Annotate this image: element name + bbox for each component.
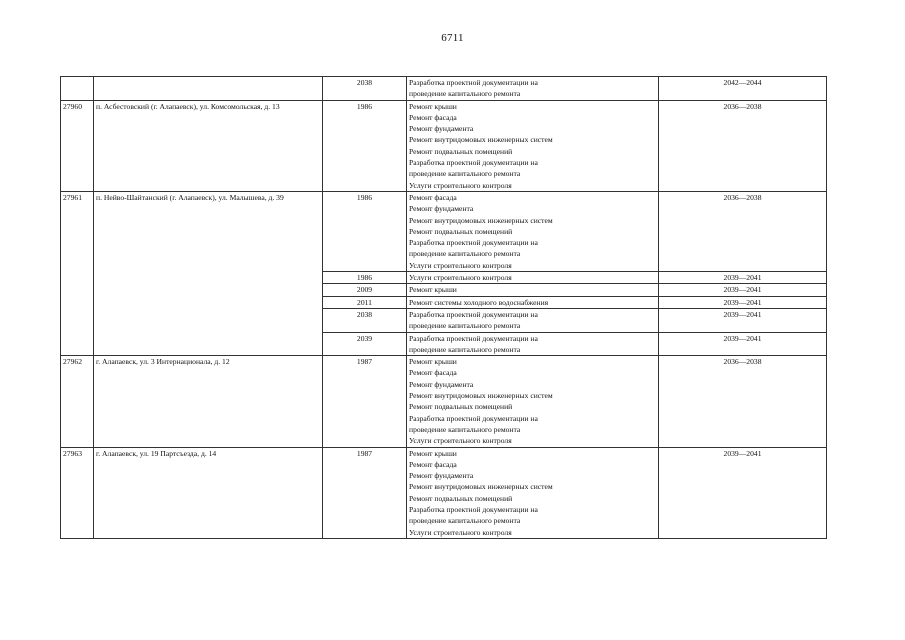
address-cell (94, 191, 323, 355)
period-cell: 2039—2041 (659, 308, 827, 332)
period-cell: 2042—2044 (659, 77, 827, 101)
works-cell (407, 77, 659, 101)
work-item: Ремонт подвальных помещений (409, 402, 513, 412)
work-item: Ремонт фундамента (409, 471, 474, 481)
address-text: г. Алапаевск, ул. 19 Партсъезда, д. 14 (96, 448, 217, 458)
work-item: Ремонт фасада (409, 192, 457, 202)
table-row (61, 77, 827, 101)
work-item: Разработка проектной документации на (409, 333, 538, 343)
work-item: Ремонт крыши (409, 357, 457, 367)
works-cell (407, 284, 659, 296)
period-cell: 2036—2038 (659, 356, 827, 447)
work-item: проведение капитального ремонта (409, 169, 521, 179)
works-cell (407, 296, 659, 308)
works-cell (407, 100, 659, 191)
work-item: Ремонт фасада (409, 112, 457, 122)
address-text: г. Алапаевск, ул. 3 Интернационала, д. 12 (96, 357, 230, 367)
work-item: Разработка проектной документации на (409, 504, 538, 514)
work-item: Ремонт внутридомовых инженерных систем (409, 135, 553, 145)
work-item: Ремонт фундамента (409, 124, 474, 134)
year-cell: 2038 (323, 77, 407, 101)
period-cell: 2036—2038 (659, 191, 827, 271)
work-item: Ремонт подвальных помещений (409, 226, 513, 236)
work-item: проведение капитального ремонта (409, 516, 521, 526)
work-item: Ремонт подвальных помещений (409, 146, 513, 156)
work-item: Ремонт фундамента (409, 204, 474, 214)
year-cell: 2011 (323, 296, 407, 308)
work-item: Услуги строительного контроля (409, 527, 512, 537)
work-item: Услуги строительного контроля (409, 436, 512, 446)
year-cell: 1986 (323, 191, 407, 271)
work-item: проведение капитального ремонта (409, 89, 521, 99)
work-item: Ремонт внутридомовых инженерных систем (409, 215, 553, 225)
year-cell: 2039 (323, 332, 407, 356)
work-item: Ремонт крыши (409, 101, 457, 111)
period-cell: 2039—2041 (659, 296, 827, 308)
period-cell: 2036—2038 (659, 100, 827, 191)
work-item: Разработка проектной документации на (409, 158, 538, 168)
address-cell (94, 77, 323, 101)
address-cell (94, 447, 323, 538)
works-cell (407, 332, 659, 356)
house-id-cell (61, 77, 94, 101)
work-item: Разработка проектной документации на (409, 78, 538, 87)
house-id-cell: 27961 (61, 191, 94, 355)
work-item: Ремонт фундамента (409, 379, 474, 389)
work-item: проведение капитального ремонта (409, 344, 521, 354)
repair-schedule-table (60, 76, 827, 539)
period-cell: 2039—2041 (659, 332, 827, 356)
page-number: 6711 (441, 32, 464, 44)
work-item: Ремонт системы холодного водоснабжения (409, 297, 549, 307)
work-item: проведение капитального ремонта (409, 321, 521, 331)
works-cell (407, 272, 659, 284)
table-row (61, 447, 827, 538)
work-item: Разработка проектной документации на (409, 309, 538, 319)
work-item: Ремонт внутридомовых инженерных систем (409, 391, 553, 401)
work-item: Услуги строительного контроля (409, 260, 512, 270)
work-item: проведение капитального ремонта (409, 424, 521, 434)
period-cell: 2039—2041 (659, 284, 827, 296)
period-cell: 2039—2041 (659, 447, 827, 538)
table-row (61, 100, 827, 191)
period-cell: 2039—2041 (659, 272, 827, 284)
work-item: Ремонт внутридомовых инженерных систем (409, 482, 553, 492)
year-cell: 1986 (323, 272, 407, 284)
work-item: Услуги строительного контроля (409, 273, 512, 283)
work-item: Ремонт фасада (409, 368, 457, 378)
work-item: проведение капитального ремонта (409, 249, 521, 259)
address-cell (94, 356, 323, 447)
work-item: Разработка проектной документации на (409, 413, 538, 423)
work-item: Ремонт подвальных помещений (409, 493, 513, 503)
house-id-cell: 27962 (61, 356, 94, 447)
year-cell: 2009 (323, 284, 407, 296)
works-cell (407, 308, 659, 332)
work-item: Услуги строительного контроля (409, 180, 512, 190)
address-text: п. Асбестовский (г. Алапаевск), ул. Комсомольская, д. 13 (96, 101, 280, 111)
works-cell (407, 447, 659, 538)
works-cell (407, 191, 659, 271)
table-row (61, 356, 827, 447)
address-cell (94, 100, 323, 191)
work-item: Разработка проектной документации на (409, 238, 538, 248)
works-cell (407, 356, 659, 447)
table-body (61, 77, 827, 539)
table-row (61, 191, 827, 271)
work-item: Ремонт крыши (409, 448, 457, 458)
work-item: Ремонт фасада (409, 459, 457, 469)
address-text: п. Нейво-Шайтанский (г. Алапаевск), ул. Малышева, д. 39 (96, 192, 284, 202)
year-cell: 2038 (323, 308, 407, 332)
year-cell: 1986 (323, 100, 407, 191)
year-cell: 1987 (323, 447, 407, 538)
house-id-cell: 27960 (61, 100, 94, 191)
year-cell: 1987 (323, 356, 407, 447)
work-item: Ремонт крыши (409, 285, 457, 295)
house-id-cell: 27963 (61, 447, 94, 538)
